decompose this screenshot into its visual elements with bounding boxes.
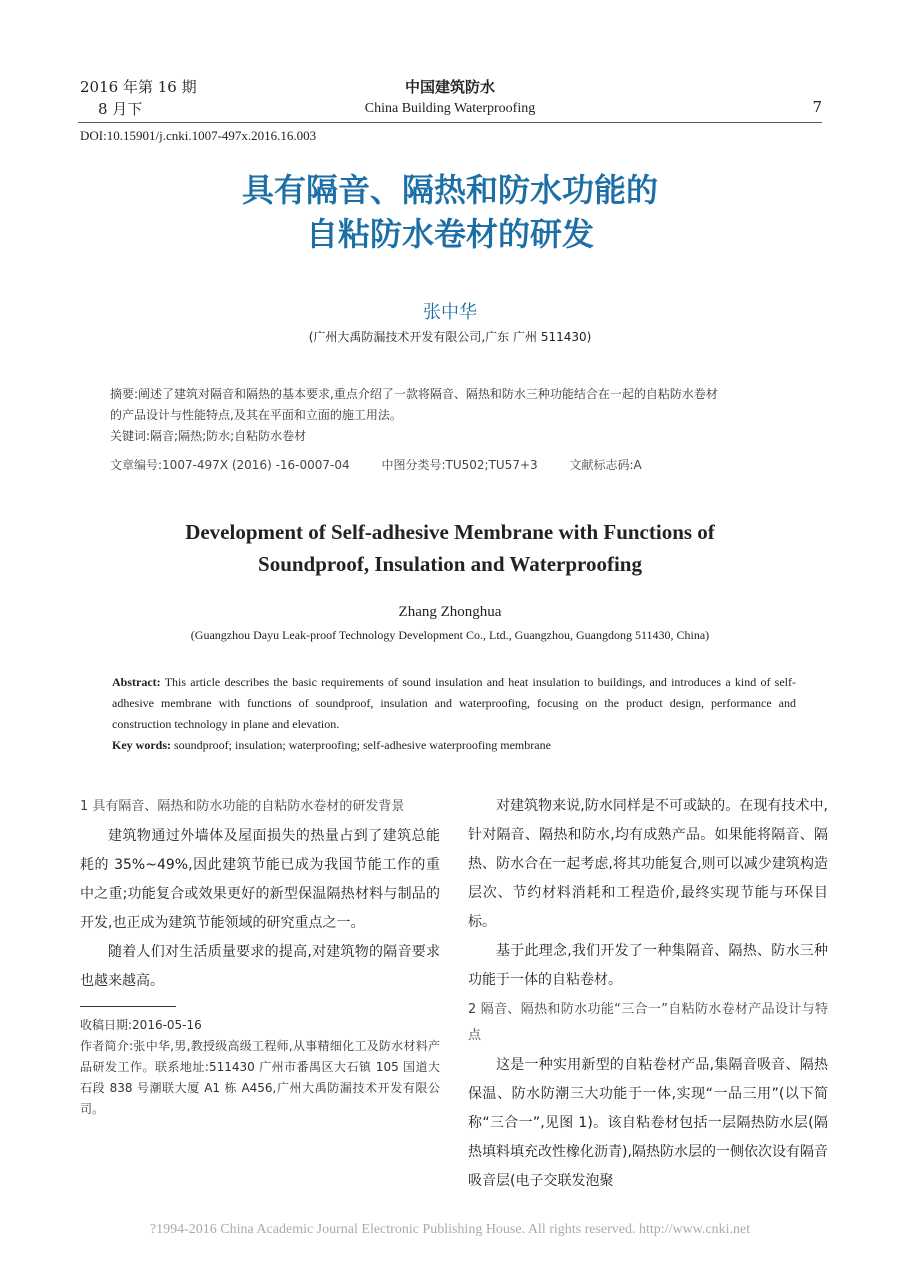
body-paragraph: 随着人们对生活质量要求的提高,对建筑物的隔音要求也越来越高。 — [80, 944, 440, 989]
title-en-line1: Development of Self-adhesive Membrane with Functions of — [185, 520, 715, 544]
doi: DOI:10.15901/j.cnki.1007-497x.2016.16.003 — [80, 128, 317, 143]
article-meta — [110, 456, 670, 473]
footnote — [80, 1015, 440, 1120]
affiliation-cn: (广州大禹防漏技术开发有限公司,广东 广州 511430) — [308, 330, 592, 344]
body-paragraph: 建筑物通过外墙体及屋面损失的热量占到了建筑总能耗的 35%~49%,因此建筑节能已成为我国节能工作的重中之重;功能复合或效果更好的新型保温隔热材料与制品的开发,也正成为建筑节能领域的研究重点之一。 — [80, 828, 440, 931]
abstract-en-text: This article describes the basic requirements of sound insulation and heat insulation to buildings, and introduces a kind of self-adhesive membrane with functions of soundproof, insulation and waterproofing, focusing on the product design, performance and construction technology in plane and elevation. — [112, 675, 796, 731]
journal-name-en: China Building Waterproofing — [364, 101, 536, 116]
page-number: 7 — [812, 98, 822, 116]
issue-info — [80, 76, 197, 120]
abstract-cn-line1: 摘要:阐述了建筑对隔音和隔热的基本要求,重点介绍了一款将隔音、隔热和防水三种功能结合在一起的自粘防水卷材 — [110, 387, 718, 401]
copyright-watermark: ?1994-2016 China Academic Journal Electronic Publishing House. All rights reserved. http://www.cnki.net — [149, 1222, 751, 1237]
header-divider — [78, 122, 822, 123]
author-bio: 作者简介:张中华,男,教授级高级工程师,从事精细化工及防水材料产品研发工作。联系地址:511430 广州市番禺区大石镇 105 国道大石段 838 号潮联大厦 A1 栋 A456,广州大禹防漏技术开发有限公司。 — [80, 1039, 440, 1116]
title-cn-line1: 具有隔音、隔热和防水功能的 — [241, 171, 658, 209]
keywords-en — [112, 735, 796, 756]
abstract-en-body — [112, 672, 796, 735]
body-paragraph: 基于此理念,我们开发了一种集隔音、隔热、防水三种功能于一体的自粘卷材。 — [468, 943, 828, 988]
affiliation-en: (Guangzhou Dayu Leak-proof Technology Development Co., Ltd., Guangzhou, Guangdong 511430, China) — [190, 628, 710, 642]
issue-month: 8 月下 — [98, 100, 143, 118]
article-title-en — [0, 516, 900, 580]
journal-name — [300, 76, 600, 120]
author-en: Zhang Zhonghua — [398, 604, 502, 620]
abstract-en — [112, 672, 796, 756]
body-paragraph: 对建筑物来说,防水同样是不可或缺的。在现有技术中,针对隔音、隔热和防水,均有成熟产品。如果能将隔音、隔热、防水合在一起考虑,将其功能复合,则可以减少建筑构造层次、节约材料消耗和工程造价,最终实现节能与环保目标。 — [468, 798, 828, 930]
issue-number: 2016 年第 16 期 — [80, 78, 197, 96]
abstract-cn — [110, 384, 810, 447]
body-paragraph: 这是一种实用新型的自粘卷材产品,集隔音吸音、隔热保温、防水防潮三大功能于一体,实现“一品三用”(以下简称“三合一”,见图 1)。该自粘卷材包括一层隔热防水层(隔热填料填充改性橡化沥青),隔热防水层的一侧依次设有隔音吸音层(电子交联发泡聚 — [468, 1057, 828, 1189]
abstract-cn-line2: 的产品设计与性能特点,及其在平面和立面的施工用法。 — [110, 408, 402, 422]
body-column-right — [468, 792, 828, 1196]
title-en-line2: Soundproof, Insulation and Waterproofing — [258, 552, 642, 576]
keywords-en-text: soundproof; insulation; waterproofing; self-adhesive waterproofing membrane — [174, 738, 551, 752]
section-1-heading: 1 具有隔音、隔热和防水功能的自粘防水卷材的研发背景 — [80, 799, 405, 814]
journal-name-cn: 中国建筑防水 — [404, 78, 495, 96]
title-cn-line2: 自粘防水卷材的研发 — [305, 215, 594, 253]
clc-number: 中图分类号:TU502;TU57+3 — [381, 458, 538, 472]
article-number: 文章编号:1007-497X (2016) -16-0007-04 — [110, 458, 350, 472]
keywords-en-label: Key words: — [112, 738, 171, 752]
received-date: 收稿日期:2016-05-16 — [80, 1018, 202, 1032]
author-cn: 张中华 — [423, 302, 477, 323]
body-column-left — [80, 792, 440, 1120]
article-title-cn — [0, 168, 900, 256]
section-2-heading: 2 隔音、隔热和防水功能“三合一”自粘防水卷材产品设计与特点 — [468, 1002, 828, 1043]
footnote-divider — [80, 1006, 176, 1007]
abstract-en-label: Abstract: — [112, 675, 161, 689]
document-code: 文献标志码:A — [569, 458, 642, 472]
keywords-cn: 关键词:隔音;隔热;防水;自粘防水卷材 — [110, 429, 307, 443]
